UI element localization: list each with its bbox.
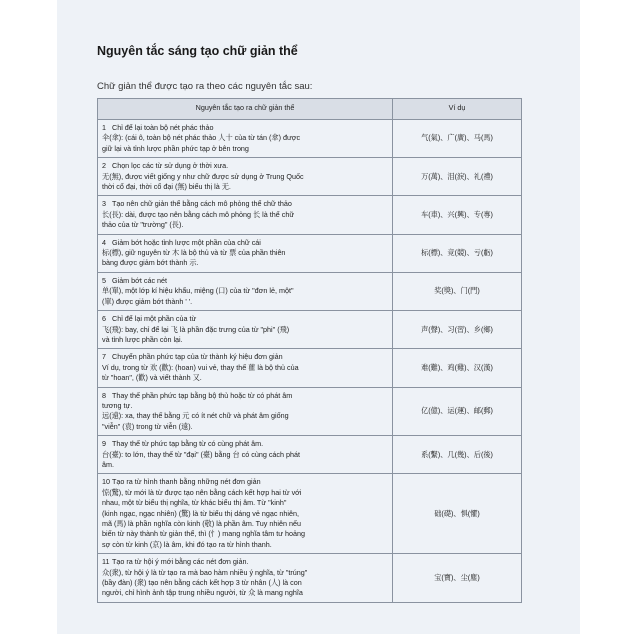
- principle-line: giữ lại và tỉnh lược phần phức tạp ở bên trong: [102, 143, 249, 153]
- principle-line: 众(衆), từ hội ý là từ tạo ra mà bao hàm nhiều ý nghĩa, từ "trúng": [102, 567, 308, 577]
- example-cell: 万(萬)、泪(淚)、礼(禮): [393, 158, 522, 196]
- principle-line: 台(臺): to lớn, thay thế từ "đại" (臺) bằng 台 có cùng cách phát: [102, 449, 300, 459]
- principle-cell: [98, 196, 393, 234]
- table-row: [98, 234, 522, 272]
- principle-cell: [98, 234, 393, 272]
- example-cell: 声(聲)、习(習)、乡(鄉): [393, 311, 522, 349]
- principle-number: 4: [102, 237, 106, 247]
- principle-cell: [98, 158, 393, 196]
- principle-line: và tỉnh lược phần còn lại.: [102, 334, 183, 344]
- table-row: [98, 120, 522, 158]
- principle-heading-text: Tạo nên chữ giản thể bằng cách mô phỏng thể chữ thảo: [112, 199, 292, 209]
- principle-cell: [98, 272, 393, 310]
- principle-number: 7: [102, 352, 106, 362]
- table-row: [98, 387, 522, 436]
- principle-line: tương tự.: [102, 400, 133, 410]
- principle-heading: [102, 439, 388, 449]
- example-cell: 亿(億)、运(運)、邮(郵): [393, 387, 522, 436]
- principle-line: sợ còn từ kinh (京) là âm, khi đó tạo ra từ hình thanh.: [102, 539, 272, 549]
- principle-number: 8: [102, 390, 106, 400]
- table-row: [98, 436, 522, 474]
- principle-number: 2: [102, 161, 106, 171]
- principle-cell: [98, 387, 393, 436]
- principle-line: 伞(傘): (cái ô, toàn bộ nét phác thảo 人十 của từ tán (傘) được: [102, 133, 301, 143]
- example-cell: 标(標)、竞(競)、亏(虧): [393, 234, 522, 272]
- principle-heading: [102, 199, 388, 209]
- example-cell: 气(氣)、广(廣)、马(馬): [393, 120, 522, 158]
- principle-line: người, chỉ hình ảnh tập trung nhiều người, từ 众 là mang nghĩa: [102, 588, 303, 598]
- principle-heading-text: Tạo ra từ hình thanh bằng những nét đơn giản: [112, 477, 261, 487]
- principle-line: biến từ này thành từ giản thể, thì (忄) mang nghĩa tâm tư hoảng: [102, 529, 306, 539]
- table-row: [98, 158, 522, 196]
- principle-number: 11: [102, 557, 110, 567]
- table-header-row: [98, 99, 522, 120]
- principle-line: 长(長): dài, được tạo nên bằng cách mô phỏng 长 là thể chữ: [102, 209, 295, 219]
- principle-line: (kinh ngạc, ngạc nhiên) (驚) là từ biểu thị dáng vẻ ngạc nhiên,: [102, 508, 299, 518]
- principle-line: "viễn" (袁) trong từ viễn (遠).: [102, 421, 193, 431]
- principle-cell: [98, 311, 393, 349]
- header-principle: Nguyên tắc tạo ra chữ giản thể: [98, 99, 393, 120]
- principle-line: 标(標), giữ nguyên từ 木 là bộ thủ và từ 票 của phần thiên: [102, 248, 286, 258]
- principle-cell: [98, 349, 393, 387]
- principle-line: 单(單), một lớp kí hiệu khẩu, miệng (口) của từ "đơn lẻ, một": [102, 286, 294, 296]
- principle-line: Ví dụ, trong từ 欢 (歡): (hoan) vui vẻ, thay thế 雚 là bộ thủ của: [102, 362, 299, 372]
- principle-line: 飞(飛): bay, chỉ để lại 飞 là phần đặc trưng của từ "phi" (飛): [102, 324, 290, 334]
- principle-cell: [98, 554, 393, 603]
- principle-line: từ "hoan", (歡) và viết thành 又.: [102, 373, 202, 383]
- principle-heading: [102, 123, 388, 133]
- principle-heading-text: Chỉ để lại toàn bộ nét phác thảo: [112, 123, 214, 132]
- intro-text: Chữ giản thể được tạo ra theo các nguyên tắc sau:: [97, 81, 313, 92]
- principle-heading: [102, 276, 388, 286]
- principle-heading-text: Giảm bớt các nét: [112, 275, 168, 285]
- principle-number: 3: [102, 199, 106, 209]
- principles-table: [97, 98, 522, 603]
- header-example: Ví dụ: [393, 99, 522, 120]
- principle-heading: [102, 161, 388, 171]
- principle-heading-text: Chọn lọc các từ sử dụng ở thời xưa.: [112, 161, 229, 171]
- principle-number: 6: [102, 314, 106, 324]
- page-title: Nguyên tắc sáng tạo chữ giản thể: [97, 44, 298, 58]
- principle-heading: [102, 391, 388, 401]
- table-row: [98, 196, 522, 234]
- example-cell: 宝(寶)、尘(塵): [393, 554, 522, 603]
- principle-heading-text: Thay thế từ phức tạp bằng từ có cùng phát âm.: [112, 439, 264, 449]
- principle-heading-text: Thay thế phần phức tạp bằng bộ thủ hoặc từ có phát âm: [112, 390, 293, 400]
- principle-cell: [98, 474, 393, 554]
- example-cell: 车(車)、兴(興)、专(專): [393, 196, 522, 234]
- table-row: [98, 272, 522, 310]
- principle-cell: [98, 436, 393, 474]
- principle-heading: [102, 314, 388, 324]
- principle-line: 远(遠): xa, thay thế bằng 元 có ít nét chữ và phát âm giống: [102, 411, 289, 421]
- principle-heading-text: Tạo ra từ hội ý mới bằng các nét đơn giản.: [112, 557, 249, 567]
- principle-line: 惊(驚), từ mới là từ được tạo nên bằng cách kết hợp hai từ với: [102, 487, 302, 497]
- principle-line: thời cổ đại, thời cổ đại (無) biểu thị là 无.: [102, 182, 231, 192]
- principle-number: 5: [102, 275, 106, 285]
- principle-heading-text: Giảm bớt hoặc tỉnh lược một phần của chữ cái: [112, 237, 261, 247]
- principle-line: (bầy đàn) (衆) tạo nên bằng cách kết hợp 3 từ nhân (人) là con: [102, 578, 302, 588]
- principle-line: thảo của từ "trường" (長).: [102, 220, 184, 230]
- principle-line: nhau, một từ biểu thị nghĩa, từ khác biểu thị âm. Từ "kinh": [102, 498, 287, 508]
- principle-number: 9: [102, 439, 106, 449]
- principle-number: 10: [102, 477, 110, 487]
- example-cell: 难(難)、鸡(雞)、汉(漢): [393, 349, 522, 387]
- principle-line: bàng được giảm bớt thành 示.: [102, 258, 199, 268]
- table-row: [98, 474, 522, 554]
- example-cell: 奖(獎)、门(門): [393, 272, 522, 310]
- table-row: [98, 554, 522, 603]
- principle-heading-text: Chỉ để lại một phần của từ: [112, 314, 197, 324]
- principle-heading: [102, 352, 388, 362]
- table-row: [98, 349, 522, 387]
- example-cell: 础(礎)、惧(懼): [393, 474, 522, 554]
- principle-line: âm.: [102, 459, 114, 469]
- principle-heading: [102, 238, 388, 248]
- principle-heading-text: Chuyển phần phức tạp của từ thành ký hiệu đơn giản: [112, 352, 283, 362]
- principle-line: mã (馬) là phần nghĩa còn kinh (敬) là phần âm. Tuy nhiên nếu: [102, 519, 301, 528]
- principle-cell: [98, 120, 393, 158]
- principle-heading: [102, 477, 388, 487]
- principle-heading: [102, 557, 388, 567]
- example-cell: 系(繫)、几(幾)、后(後): [393, 436, 522, 474]
- principle-line: 无(無), được viết giống y như chữ được sử dụng ở Trung Quốc: [102, 171, 304, 181]
- principle-line: (單) được giảm bớt thành ' '.: [102, 296, 193, 306]
- principle-number: 1: [102, 123, 106, 132]
- table-row: [98, 311, 522, 349]
